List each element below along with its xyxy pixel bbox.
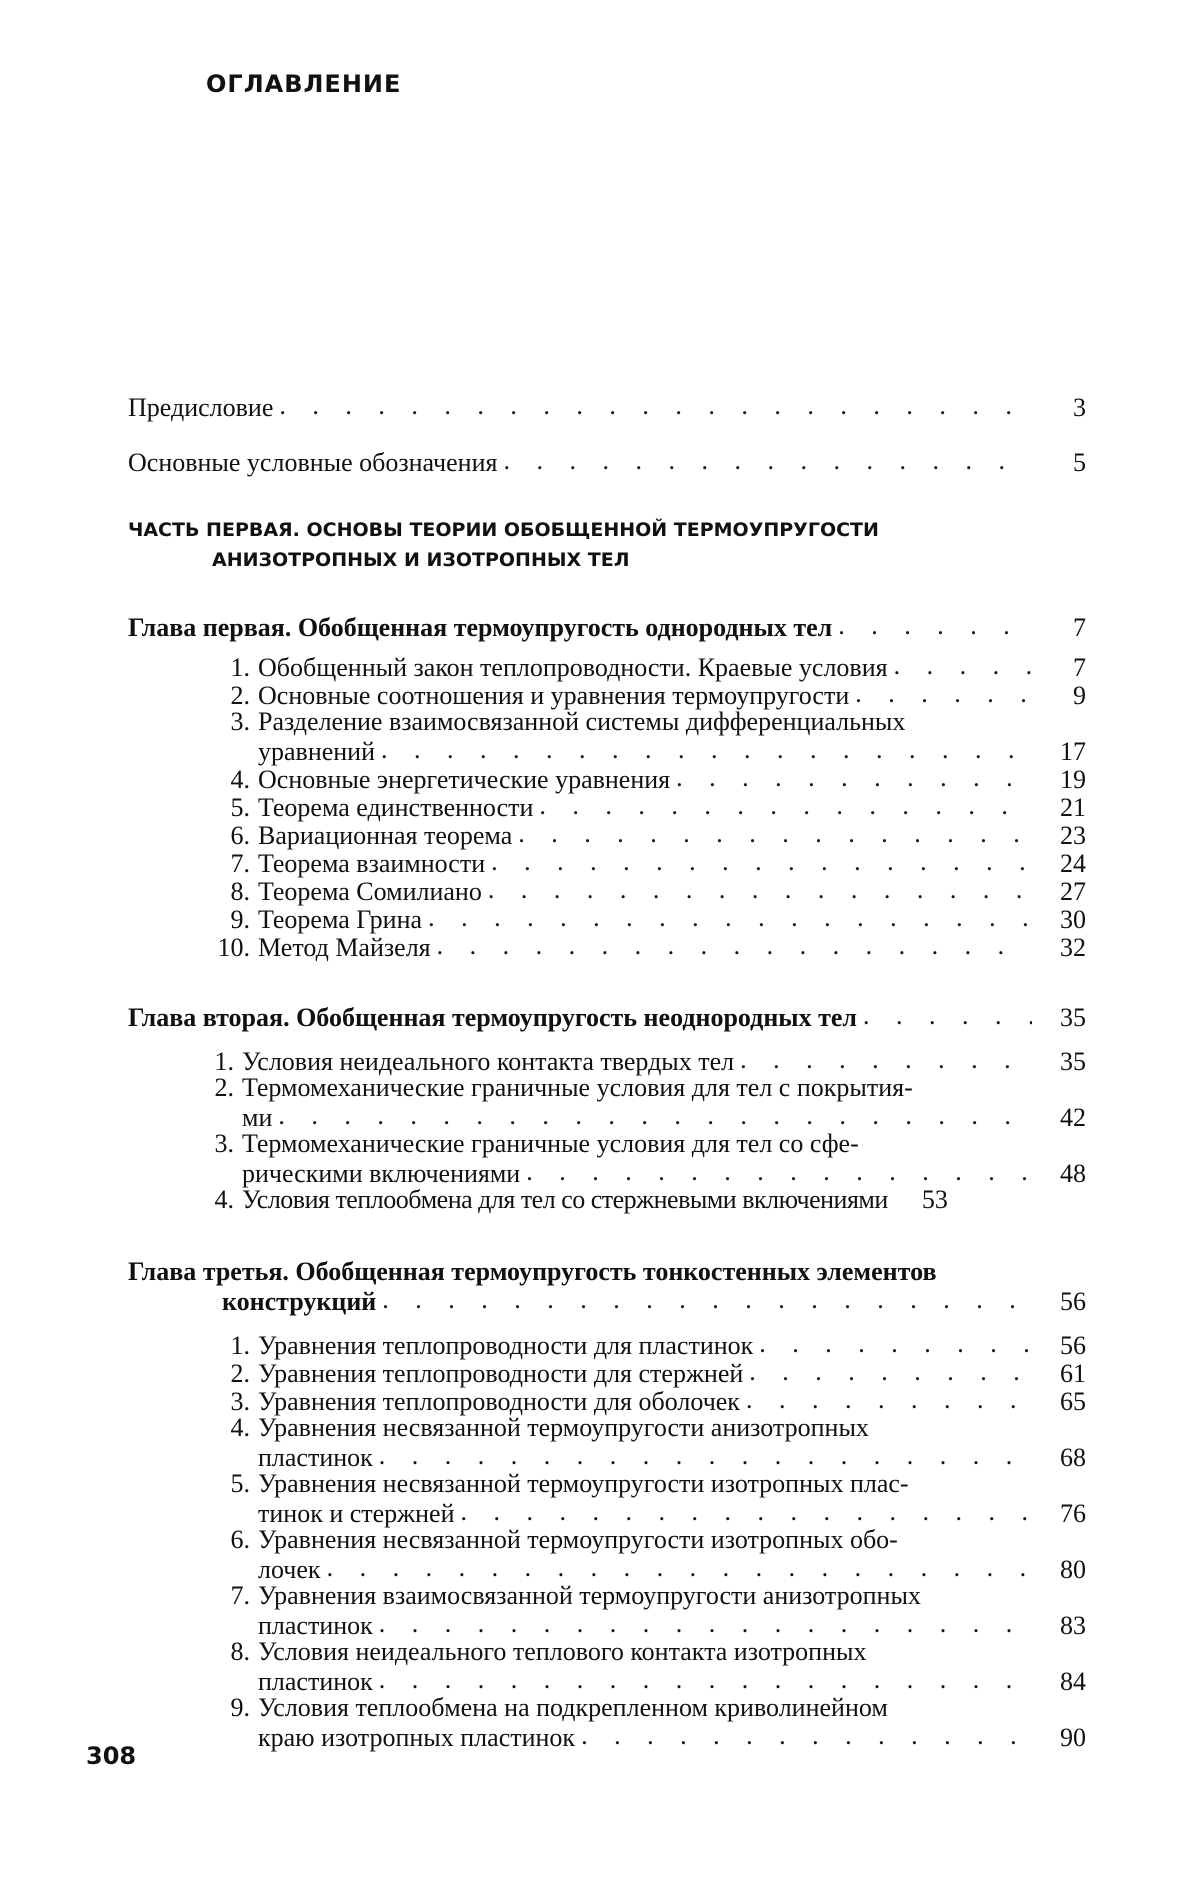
section-label: Условия неидеального контакта твердых тел [242, 1047, 735, 1076]
section-label: Уравнения несвязанной термоупругости изотропных обо- [258, 1525, 898, 1554]
section-page: 35 [1060, 1047, 1086, 1076]
section-number: 3. [214, 1129, 234, 1158]
leader-dots [437, 932, 1032, 962]
ch3-section-8-line2 [202, 1666, 1086, 1696]
section-label: Условия теплообмена на подкрепленном криволинейном [258, 1693, 888, 1722]
leader-dots [855, 680, 1032, 710]
section-label-cont: ми [242, 1103, 273, 1132]
part-heading-line2: АНИЗОТРОПНЫХ И ИЗОТРОПНЫХ ТЕЛ [212, 549, 630, 571]
leader-dots [327, 1554, 1032, 1584]
section-page: 68 [1060, 1443, 1086, 1472]
section-label: Основные соотношения и уравнения термоупругости [258, 681, 850, 710]
section-number: 9. [230, 1693, 250, 1722]
section-number: 8. [230, 1637, 250, 1666]
section-label-cont: пластинок [258, 1667, 373, 1696]
section-label: Уравнения теплопроводности для стержней [258, 1359, 744, 1388]
section-page: 53 [921, 1185, 948, 1214]
ch2-section-1 [186, 1046, 1086, 1076]
section-label: Уравнения несвязанной термоупругости изотропных плас- [258, 1469, 909, 1498]
section-page: 17 [1060, 737, 1086, 766]
section-page: 32 [1060, 933, 1086, 962]
section-page: 42 [1060, 1103, 1086, 1132]
leader-dots [894, 652, 1032, 682]
section-page: 23 [1060, 821, 1086, 850]
section-page: 84 [1060, 1667, 1086, 1696]
chapter-3-title-line1 [128, 1258, 937, 1286]
page-number: 308 [86, 1742, 137, 1770]
section-number: 4. [230, 765, 250, 794]
leader-dots [461, 1498, 1032, 1528]
leader-dots [379, 1610, 1032, 1640]
chapter-label: Глава вторая. Обобщенная термоупругость неоднородных тел [128, 1003, 858, 1032]
leader-dots [381, 736, 1032, 766]
entry-page: 5 [1073, 448, 1086, 477]
ch3-section-7-line1 [202, 1582, 921, 1610]
leader-dots [279, 392, 1032, 422]
ch3-section-7-line2 [202, 1610, 1086, 1640]
section-number: 6. [230, 1525, 250, 1554]
ch1-section-7 [202, 848, 1086, 878]
leader-dots [740, 1046, 1032, 1076]
ch1-section-9 [202, 904, 1086, 934]
part-heading [128, 515, 879, 575]
toc-entry-notation [128, 447, 1086, 477]
toc-entry-preface [128, 392, 1086, 422]
section-label: Разделение взаимосвязанной системы дифференциальных [258, 707, 906, 736]
ch3-section-9-line1 [202, 1694, 888, 1722]
ch3-section-5-line1 [202, 1470, 909, 1498]
section-page: 7 [1073, 653, 1086, 682]
leader-dots [759, 1330, 1032, 1360]
section-label: Уравнения несвязанной термоупругости анизотропных [258, 1413, 869, 1442]
leader-dots [491, 848, 1032, 878]
section-label-cont: уравнений [258, 737, 376, 766]
ch1-section-3-line1 [202, 708, 905, 736]
section-label: Условия теплообмена для тел со стержневыми включениями [242, 1185, 888, 1214]
ch3-section-5-line2 [202, 1498, 1086, 1528]
section-label: Теорема единственности [258, 793, 534, 822]
toc-heading: ОГЛАВЛЕНИЕ [206, 70, 402, 98]
ch1-section-5 [202, 792, 1086, 822]
leader-dots [428, 904, 1032, 934]
ch3-section-6-line1 [202, 1526, 898, 1554]
section-label: Обобщенный закон теплопроводности. Краевые условия [258, 653, 888, 682]
entry-page: 3 [1073, 393, 1086, 422]
section-label: Уравнения взаимосвязанной термоупругости анизотропных [258, 1581, 921, 1610]
chapter-page: 7 [1073, 613, 1086, 642]
section-number: 3. [230, 707, 250, 736]
section-page: 65 [1060, 1387, 1086, 1416]
leader-dots [539, 792, 1032, 822]
section-number: 5. [230, 793, 250, 822]
entry-label: Основные условные обозначения [128, 448, 498, 477]
leader-dots [676, 764, 1032, 794]
ch1-section-8 [202, 876, 1086, 906]
section-page: 76 [1060, 1499, 1086, 1528]
ch1-section-2 [202, 680, 1086, 710]
section-label-cont: рическими включениями [242, 1159, 521, 1188]
leader-dots [379, 1442, 1032, 1472]
ch3-section-9-line2 [202, 1722, 1086, 1752]
leader-dots [379, 1666, 1032, 1696]
section-page: 48 [1060, 1159, 1086, 1188]
section-label: Теорема Сомилиано [258, 877, 482, 906]
leader-dots [488, 876, 1032, 906]
section-label: Вариационная теорема [258, 821, 513, 850]
ch3-section-1 [202, 1330, 1086, 1360]
chapter-label: Глава первая. Обобщенная термоупругость однородных тел [128, 613, 833, 642]
ch2-section-3-line2 [186, 1158, 1086, 1188]
section-label: Теорема Грина [258, 905, 423, 934]
leader-dots [518, 820, 1032, 850]
ch1-section-6 [202, 820, 1086, 850]
section-label: Уравнения теплопроводности для оболочек [258, 1387, 740, 1416]
ch3-section-8-line1 [202, 1638, 866, 1666]
section-label: Метод Майзеля [258, 933, 431, 962]
entry-label: Предисловие [128, 393, 274, 422]
leader-dots [382, 1286, 1032, 1316]
ch3-section-4-line2 [202, 1442, 1086, 1472]
leader-dots [863, 1002, 1032, 1032]
section-label: Термомеханические граничные условия для тел со сфе- [242, 1129, 859, 1158]
section-number: 2. [230, 681, 250, 710]
section-page: 21 [1060, 793, 1086, 822]
section-number: 1. [230, 653, 250, 682]
section-number: 2. [230, 1359, 250, 1388]
leader-dots [746, 1386, 1032, 1416]
ch2-section-2-line1 [186, 1074, 913, 1102]
section-label-cont: пластинок [258, 1443, 373, 1472]
section-number: 7. [230, 849, 250, 878]
section-page: 24 [1060, 849, 1086, 878]
section-number: 1. [214, 1047, 234, 1076]
leader-dots [838, 612, 1032, 642]
ch3-section-2 [202, 1358, 1086, 1388]
section-page: 19 [1060, 765, 1086, 794]
ch1-section-3-line2 [202, 736, 1086, 766]
section-number: 4. [230, 1413, 250, 1442]
section-number: 3. [230, 1387, 250, 1416]
section-label-cont: тинок и стержней [258, 1499, 455, 1528]
section-number: 9. [230, 905, 250, 934]
section-page: 27 [1060, 877, 1086, 906]
section-page: 90 [1060, 1723, 1086, 1752]
chapter-label-cont: конструкций [222, 1287, 377, 1316]
part-heading-line1: ЧАСТЬ ПЕРВАЯ. ОСНОВЫ ТЕОРИИ ОБОБЩЕННОЙ ТЕРМОУПРУГОСТИ [128, 519, 879, 541]
section-number: 4. [214, 1185, 234, 1214]
section-page: 61 [1060, 1359, 1086, 1388]
section-label-cont: лочек [258, 1555, 321, 1584]
chapter-2-title [128, 1002, 1086, 1032]
section-label: Теорема взаимности [258, 849, 486, 878]
leader-dots [503, 447, 1032, 477]
ch1-section-1 [202, 652, 1086, 682]
chapter-3-title-line2 [128, 1286, 1086, 1316]
section-page: 9 [1073, 681, 1086, 710]
ch3-section-3 [202, 1386, 1086, 1416]
ch3-section-4-line1 [202, 1414, 869, 1442]
leader-dots [581, 1722, 1032, 1752]
ch3-section-6-line2 [202, 1554, 1086, 1584]
leader-dots [526, 1158, 1032, 1188]
section-page: 30 [1060, 905, 1086, 934]
section-label-cont: краю изотропных пластинок [258, 1723, 576, 1752]
section-number: 7. [230, 1581, 250, 1610]
section-label: Уравнения теплопроводности для пластинок [258, 1331, 754, 1360]
ch1-section-4 [202, 764, 1086, 794]
section-number: 2. [214, 1073, 234, 1102]
chapter-label: Глава третья. Обобщенная термоупругость тонкостенных элементов [128, 1257, 937, 1286]
leader-dots [278, 1102, 1032, 1132]
chapter-page: 35 [1060, 1003, 1086, 1032]
ch2-section-3-line1 [186, 1130, 859, 1158]
section-label-cont: пластинок [258, 1611, 373, 1640]
chapter-page: 56 [1060, 1287, 1086, 1316]
ch2-section-2-line2 [186, 1102, 1086, 1132]
section-number: 10. [217, 933, 250, 962]
ch2-section-4 [186, 1186, 1086, 1214]
section-page: 56 [1060, 1331, 1086, 1360]
chapter-1-title [128, 612, 1086, 642]
section-page: 83 [1060, 1611, 1086, 1640]
section-number: 6. [230, 821, 250, 850]
section-number: 1. [230, 1331, 250, 1360]
section-label: Основные энергетические уравнения [258, 765, 671, 794]
leader-dots [749, 1358, 1032, 1388]
section-label: Условия неидеального теплового контакта изотропных [258, 1637, 867, 1666]
ch1-section-10 [202, 932, 1086, 962]
section-label: Термомеханические граничные условия для тел с покрытия- [242, 1073, 913, 1102]
section-number: 5. [230, 1469, 250, 1498]
section-number: 8. [230, 877, 250, 906]
section-page: 80 [1060, 1555, 1086, 1584]
